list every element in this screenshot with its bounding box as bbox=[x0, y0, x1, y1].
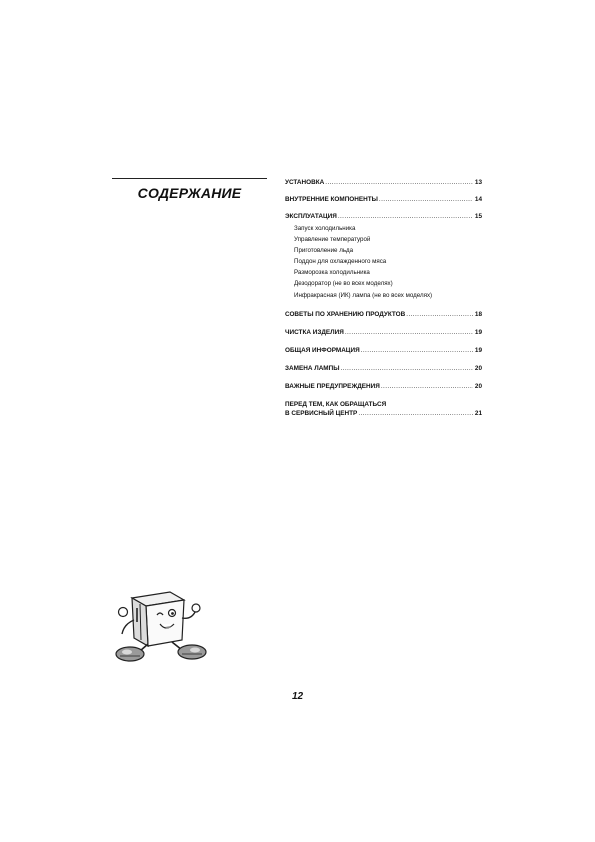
toc-entry-page: 18 bbox=[474, 310, 482, 318]
toc-subitem[interactable]: Поддон для охлажденного мяса bbox=[294, 258, 387, 266]
leader-dots bbox=[379, 195, 473, 204]
toc-entry-title: СОВЕТЫ ПО ХРАНЕНИЮ ПРОДУКТОВ bbox=[285, 310, 406, 318]
toc-entry-title: УСТАНОВКА bbox=[285, 179, 325, 186]
leader-dots bbox=[381, 382, 473, 391]
toc-entry-page: 20 bbox=[474, 364, 482, 372]
leader-dots bbox=[338, 212, 473, 221]
toc-entry-page: 19 bbox=[474, 346, 482, 354]
toc-entry-page: 13 bbox=[474, 179, 482, 186]
leader-dots bbox=[340, 364, 472, 373]
table-of-contents bbox=[285, 178, 482, 418]
toc-entry-installation[interactable] bbox=[285, 178, 482, 187]
toc-subitem[interactable]: Приготовление льда bbox=[294, 247, 354, 255]
toc-entry-title: ОБЩАЯ ИНФОРМАЦИЯ bbox=[285, 346, 360, 354]
toc-entry-page: 21 bbox=[474, 409, 482, 417]
toc-subitem[interactable]: Управление температурой bbox=[294, 236, 371, 244]
leader-dots bbox=[406, 310, 473, 319]
toc-entry-title: В СЕРВИСНЫЙ ЦЕНТР bbox=[285, 409, 358, 417]
toc-entry-page: 19 bbox=[474, 328, 482, 336]
toc-subitem[interactable]: Разморозка холодильника bbox=[294, 269, 370, 277]
page-title: СОДЕРЖАНИЕ bbox=[137, 185, 242, 201]
toc-entry-lamp-replacement[interactable] bbox=[285, 364, 482, 373]
toc-entry-before-service[interactable] bbox=[285, 409, 482, 418]
toc-entry-operation[interactable] bbox=[285, 212, 482, 221]
toc-subitem[interactable]: Инфракрасная (ИК) лампа (не во всех моделях) bbox=[294, 291, 433, 299]
toc-entry-warnings[interactable] bbox=[285, 382, 482, 391]
toc-entry-title: ЭКСПЛУАТАЦИЯ bbox=[285, 213, 337, 220]
leader-dots bbox=[325, 178, 473, 187]
toc-entry-general-info[interactable] bbox=[285, 346, 482, 355]
toc-entry-before-service-line1[interactable] bbox=[285, 400, 482, 409]
leader-dots bbox=[345, 328, 473, 337]
toc-entry-page: 20 bbox=[474, 382, 482, 390]
toc-entry-title: ВАЖНЫЕ ПРЕДУПРЕЖДЕНИЯ bbox=[285, 382, 380, 390]
heading-rule bbox=[112, 178, 267, 179]
toc-entry-internal-components[interactable] bbox=[285, 195, 482, 204]
refrigerator-mascot-icon bbox=[110, 588, 210, 664]
leader-dots bbox=[358, 409, 473, 418]
page-number: 12 bbox=[291, 691, 304, 702]
leader-dots bbox=[361, 346, 473, 355]
toc-subitem[interactable]: Запуск холодильника bbox=[294, 225, 356, 232]
toc-entry-title: ЗАМЕНА ЛАМПЫ bbox=[285, 364, 340, 372]
toc-subitem[interactable]: Дезодоратор (не во всех моделях) bbox=[294, 280, 393, 288]
toc-entry-cleaning[interactable] bbox=[285, 328, 482, 337]
toc-entry-title: ПЕРЕД ТЕМ, КАК ОБРАЩАТЬСЯ bbox=[285, 400, 387, 408]
toc-entry-page: 14 bbox=[474, 196, 482, 203]
toc-entry-page: 15 bbox=[474, 213, 482, 220]
toc-entry-title: ВНУТРЕННИЕ КОМПОНЕНТЫ bbox=[285, 196, 378, 203]
toc-entry-title: ЧИСТКА ИЗДЕЛИЯ bbox=[285, 328, 344, 336]
toc-entry-storage-tips[interactable] bbox=[285, 310, 482, 319]
